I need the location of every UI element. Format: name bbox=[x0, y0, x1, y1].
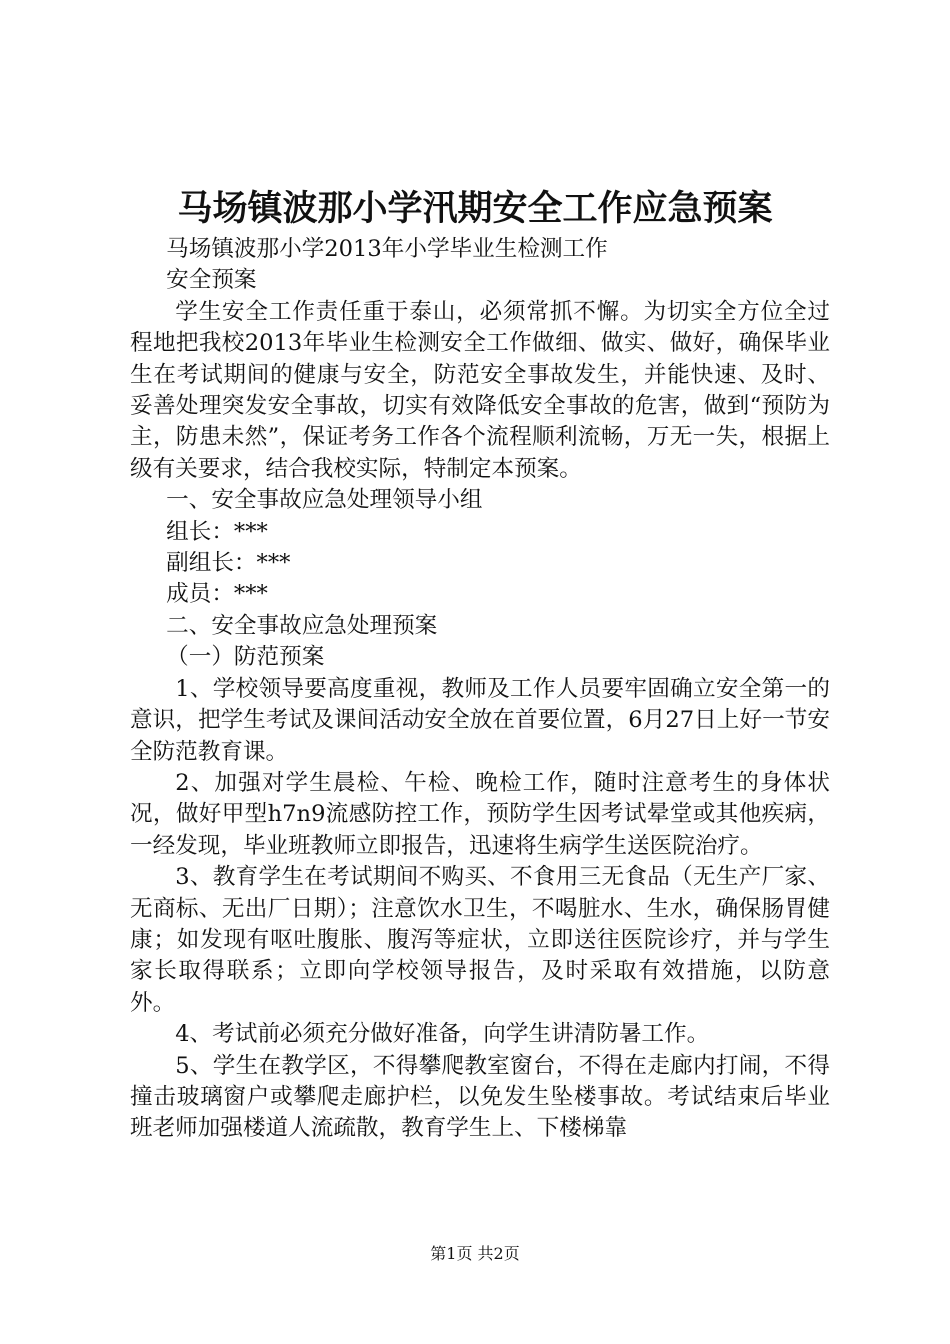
item-paragraph: 4、考试前必须充分做好准备，向学生讲清防暑工作。 bbox=[175, 1021, 710, 1048]
subtitle-line-1: 马场镇波那小学2013年小学毕业生检测工作 bbox=[166, 236, 608, 262]
sub-1-heading: （一）防范预案 bbox=[166, 644, 325, 671]
item-paragraph: 5、学生在教学区，不得攀爬教室窗台，不得在走廊内打闹，不得撞击玻璃窗户或攀爬走廊护栏，以免发生坠楼事故。考试结束后毕业班老师加强楼道人流疏散，教育学生上、下楼梯靠 bbox=[130, 1052, 830, 1142]
item-paragraph: 2、加强对学生晨检、午检、晚检工作，随时注意考生的身体状况，做好甲型h7n9流感防控工作，预防学生因考试晕堂或其他疾病，一经发现，毕业班教师立即报告，迅速将生病学生送医院治疗。 bbox=[130, 769, 830, 859]
item-paragraph: 3、教育学生在考试期间不购买、不食用三无食品（无生产厂家、无商标、无出厂日期）；注意饮水卫生，不喝脏水、生水，确保肠胃健康；如发现有呕吐腹胀、腹泻等症状，立即送往医院诊疗，并与学生家长取得联系；立即向学校领导报告，及时采取有效措施，以防意外。 bbox=[130, 864, 830, 1016]
item-paragraph: 1、学校领导要高度重视，教师及工作人员要牢固确立安全第一的意识，把学生考试及课间活动安全放在首要位置，6月27日上好一节安全防范教育课。 bbox=[130, 675, 830, 765]
page-footer: 第1页 共2页 bbox=[430, 1244, 520, 1263]
subtitle-line-2: 安全预案 bbox=[166, 267, 257, 294]
document-body bbox=[130, 234, 830, 1145]
document-title: 马场镇波那小学汛期安全工作应急预案 bbox=[177, 188, 773, 229]
intro-paragraph: 学生安全工作责任重于泰山，必须常抓不懈。为切实全方位全过程地把我校2013年毕业生检测安全工作做细、做实、做好，确保毕业生在考试期间的健康与安全，防范安全事故发生，并能快速、及时、妥善处理突发安全事故，切实有效降低安全事故的危害，做到“预防为主，防患未然”，保证考务工作各个流程顺利流畅，万无一失，根据上级有关要求，结合我校实际，特制定本预案。 bbox=[130, 298, 830, 482]
leader-line: 组长：*** bbox=[166, 518, 268, 545]
section-2-heading: 二、安全事故应急处理预案 bbox=[166, 612, 438, 639]
vice-leader-line: 副组长：*** bbox=[166, 550, 291, 577]
section-1-heading: 一、安全事故应急处理领导小组 bbox=[166, 487, 483, 514]
members-line: 成员：*** bbox=[166, 581, 268, 608]
